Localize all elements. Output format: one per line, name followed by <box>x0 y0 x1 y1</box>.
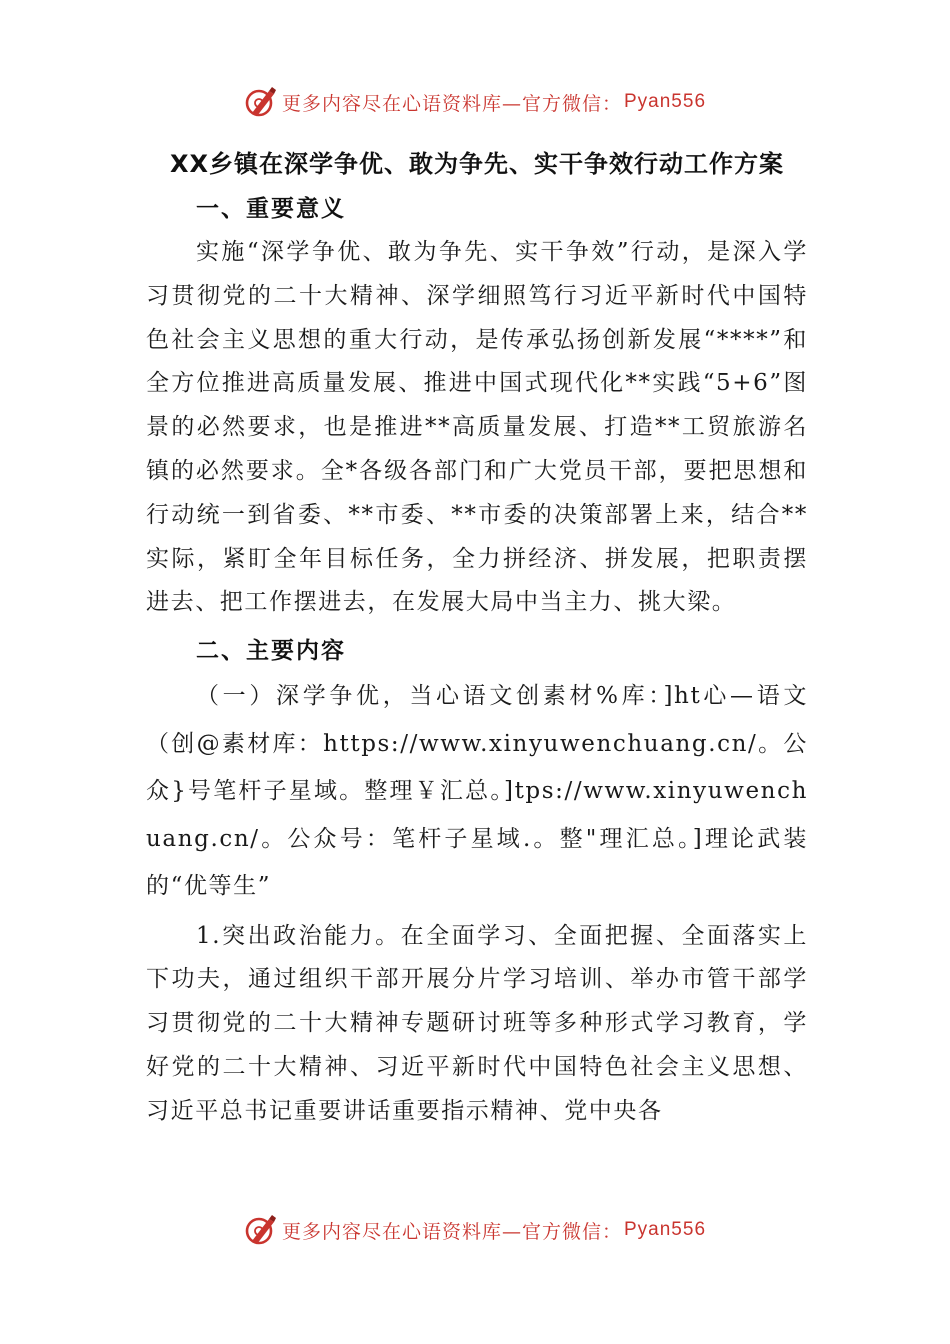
section1-heading: 一、重要意义 <box>196 196 346 222</box>
header-watermark <box>0 82 950 122</box>
pen-circle-icon <box>244 85 278 119</box>
section2-heading: 二、主要内容 <box>196 638 346 665</box>
document-body <box>146 141 808 1134</box>
section1-paragraph: 实施“深学争优、敢为争先、实干争效”行动，是深入学习贯彻党的二十大精神、深学细照笃行习近平新时代中国特色社会主义思想的重大行动，是传承弘扬创新发展“****”和全方位推进高质量发展、推进中国式现代化**实践“5+6”图景的必然要求，也是推进**高质量发展、打造**工贸旅游名镇的必然要求。全*各级各部门和广大党员干部，要把思想和行动统一到省委、**市委、**市委的决策部署上来，结合**实际，紧盯全年目标任务，全力拼经济、拼发展，把职责摆进去、把工作摆进去，在发展大局中当主力、挑大梁。 <box>146 239 808 616</box>
watermark-text: 更多内容尽在心语资料库—官方微信： <box>281 92 622 115</box>
document-title: XX乡镇在深学争优、敢为争先、实干争效行动工作方案 <box>169 150 784 178</box>
footer-watermark <box>0 1210 950 1250</box>
subsection1-paragraph: （一）深学争优，当心语文创素材%库：]ht心—语文（创@素材库：https://www.xinyuwenchuang.cn/。公众}号笔杆子星域。整理￥汇总。]tps://www.xinyuwenchuang.cn/。公众号：笔杆子星域.。整"理汇总。]理论武装的“优等生” <box>146 683 808 900</box>
watermark-wechat-id: Pyan556 <box>624 1219 707 1240</box>
watermark-wechat-id: Pyan556 <box>624 91 707 112</box>
pen-circle-icon <box>244 1213 278 1247</box>
item1-paragraph: 1.突出政治能力。在全面学习、全面把握、全面落实上下功夫，通过组织干部开展分片学习培训、举办市管干部学习贯彻党的二十大精神专题研讨班等多种形式学习教育，学好党的二十大精神、习近平新时代中国特色社会主义思想、习近平总书记重要讲话重要指示精神、党中央各 <box>146 922 808 1124</box>
watermark-text: 更多内容尽在心语资料库—官方微信： <box>281 1220 622 1243</box>
